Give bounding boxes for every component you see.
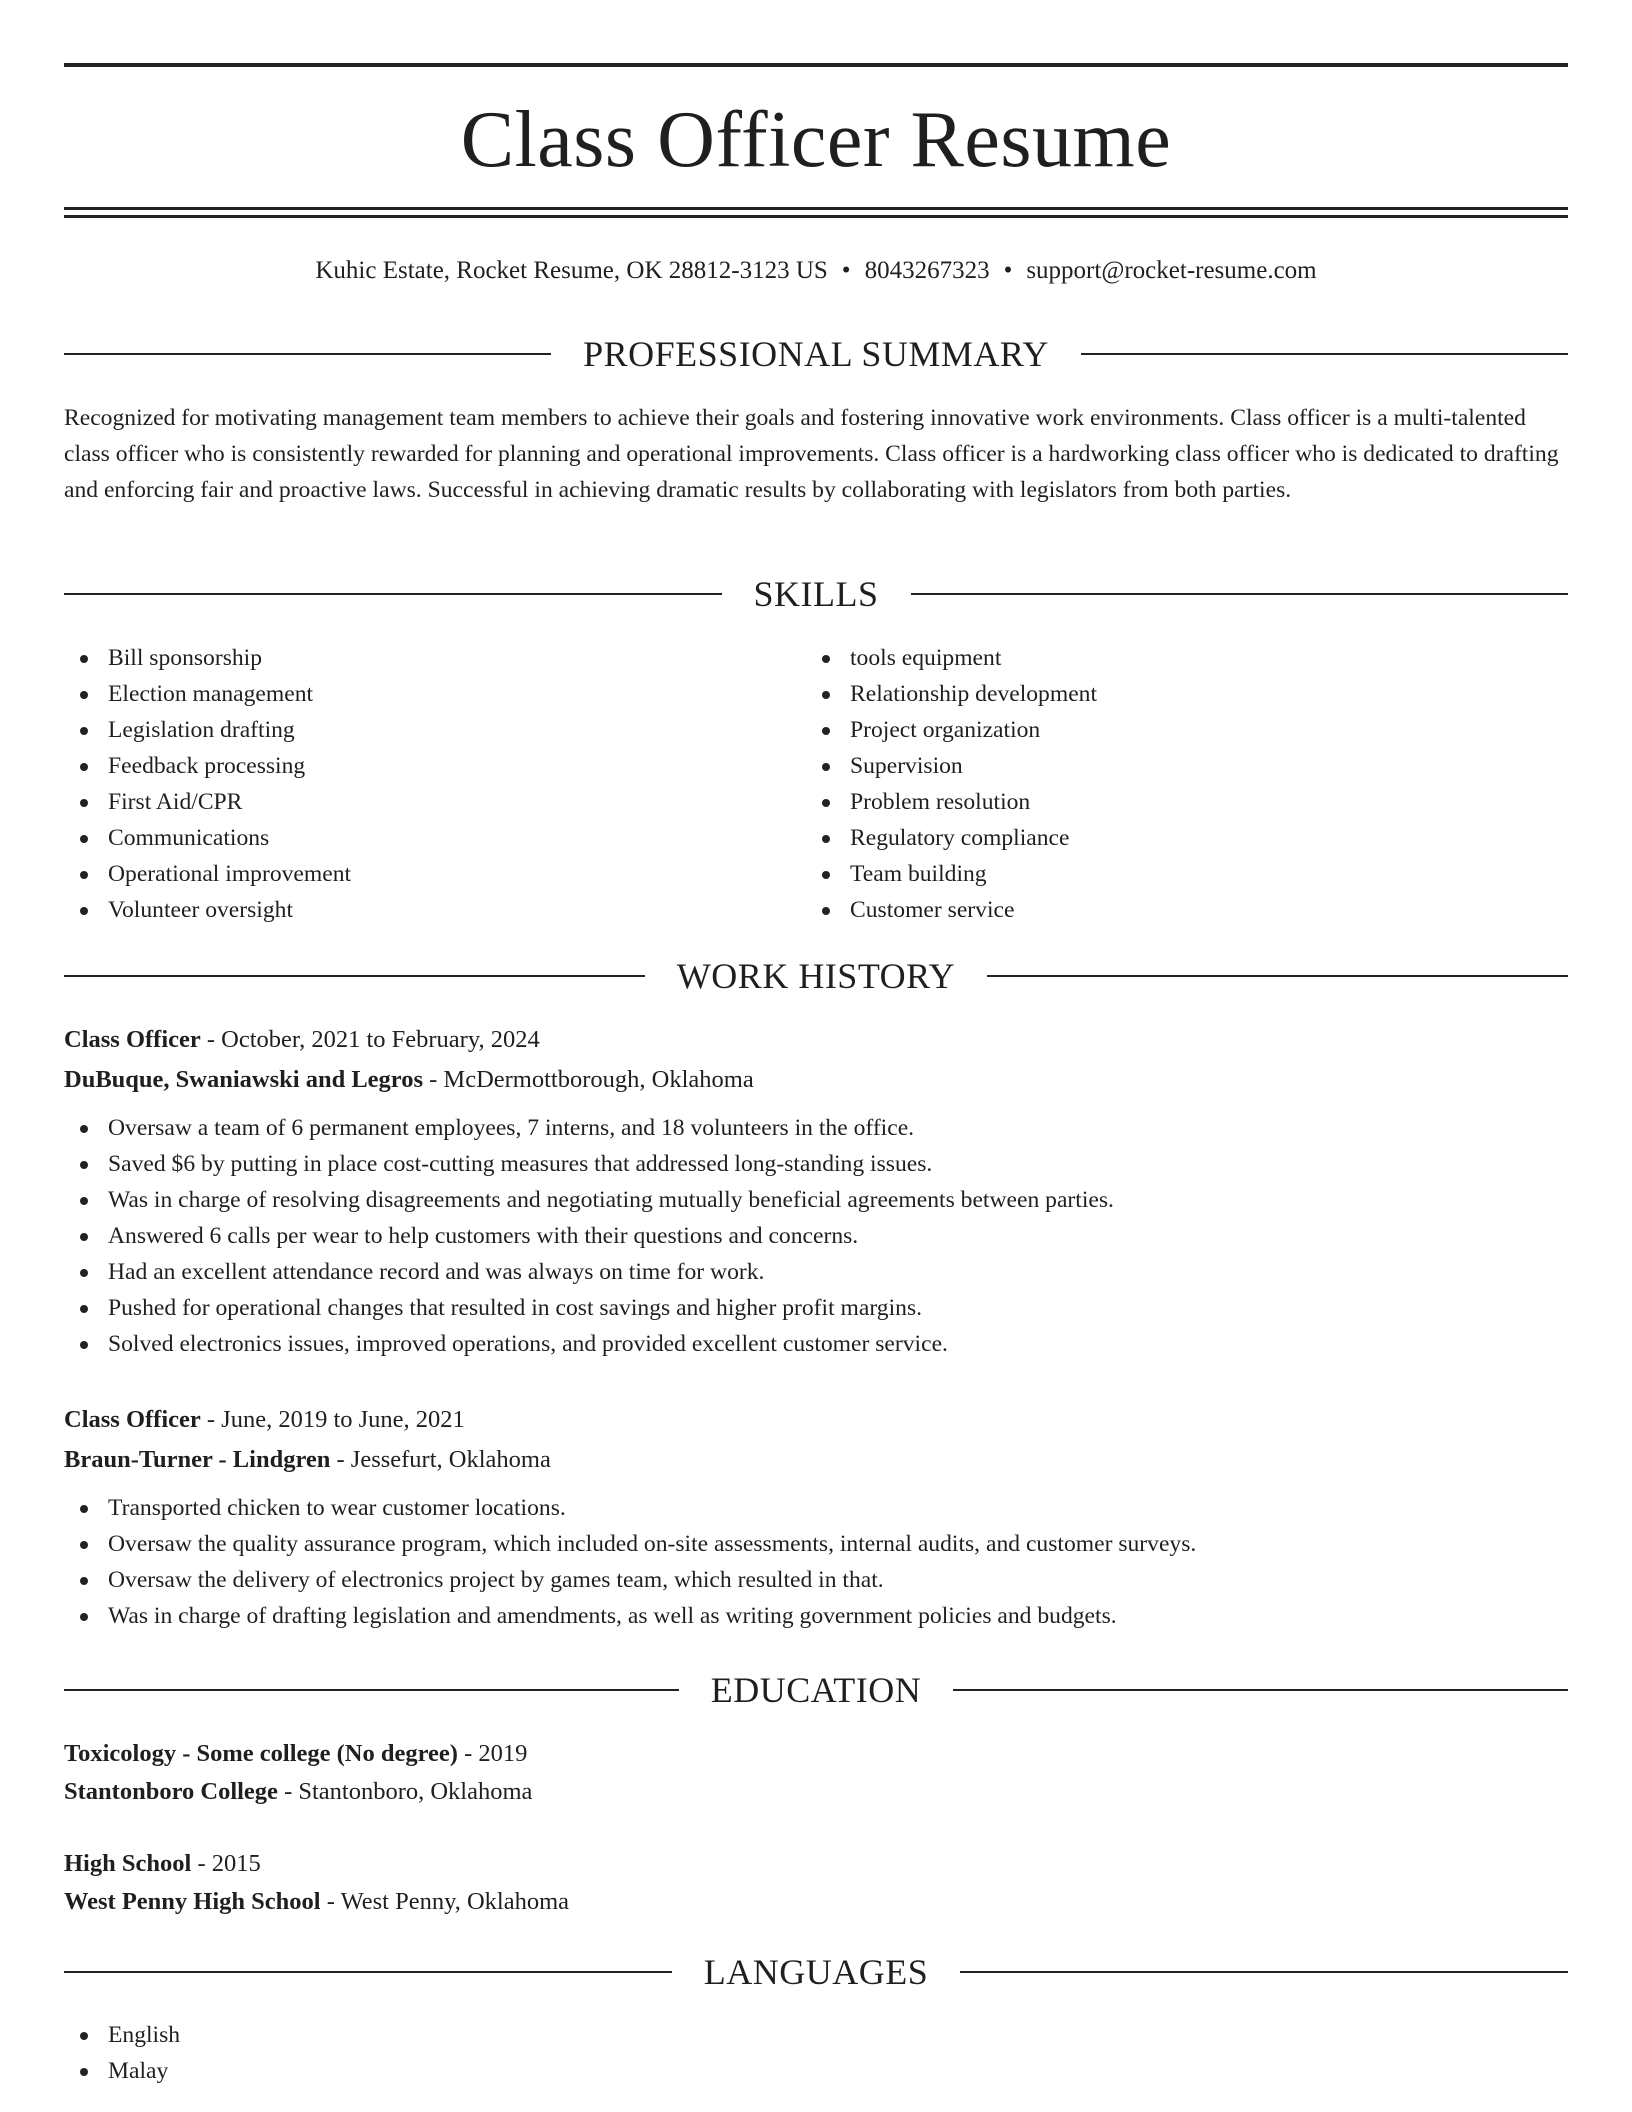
skill-item: Legislation drafting [64,712,764,748]
education-year: - 2015 [191,1850,261,1877]
section-title: SKILLS [753,574,879,614]
section-header-summary [64,332,1568,376]
contact-separator: • [1003,257,1013,284]
job-bullet: Transported chicken to wear customer locations. [64,1490,1568,1526]
divider-line [64,1971,672,1973]
section-header-skills [64,572,1568,616]
title-rule-upper [64,207,1568,210]
section-header-work [64,954,1568,998]
section-title: LANGUAGES [703,1952,929,1992]
job-title-line [64,1400,1568,1440]
skill-item: Relationship development [806,676,1506,712]
divider-line [64,353,551,355]
job-bullet: Oversaw a team of 6 permanent employees, 7 interns, and 18 volunteers in the office. [64,1110,1568,1146]
skill-item: Election management [64,676,764,712]
divider-line [64,975,645,977]
skill-item: Team building [806,856,1506,892]
job-employer-line [64,1440,1568,1480]
skill-item: tools equipment [806,640,1506,676]
skills-list-right [806,640,1506,928]
job-bullet: Oversaw the delivery of electronics project by games team, which resulted in that. [64,1562,1568,1598]
job-bullet: Oversaw the quality assurance program, which included on-site assessments, internal audits, and customer surveys. [64,1526,1568,1562]
contact-phone: 8043267323 [864,257,990,284]
skills-list-left [64,640,764,928]
skill-item: Bill sponsorship [64,640,764,676]
job-bullets [64,1110,1568,1362]
education-entry [64,1735,1568,1811]
education-school-line [64,1773,1568,1811]
education-school: Stantonboro College [64,1778,278,1805]
skill-item: First Aid/CPR [64,784,764,820]
education-degree: Toxicology - Some college (No degree) [64,1740,458,1767]
job-title-line [64,1020,1568,1060]
section-title: WORK HISTORY [676,956,956,996]
job-bullet: Answered 6 calls per wear to help customers with their questions and concerns. [64,1218,1568,1254]
skill-item: Supervision [806,748,1506,784]
job-bullet: Solved electronics issues, improved operations, and provided excellent customer service. [64,1326,1568,1362]
skill-item: Project organization [806,712,1506,748]
job-title: Class Officer [64,1026,201,1053]
job-employer: DuBuque, Swaniawski and Legros [64,1066,424,1093]
job-dates: - June, 2019 to June, 2021 [200,1406,465,1433]
job-bullet: Had an excellent attendance record and was always on time for work. [64,1254,1568,1290]
skill-item: Feedback processing [64,748,764,784]
skill-item: Customer service [806,892,1506,928]
language-item: Malay [64,2053,664,2089]
divider-line [911,593,1569,595]
job-entry [64,1020,1568,1362]
job-dates: - October, 2021 to February, 2024 [200,1026,540,1053]
education-school: West Penny High School [64,1888,321,1915]
job-bullets [64,1490,1568,1634]
job-title: Class Officer [64,1406,201,1433]
job-location: - Jessefurt, Oklahoma [330,1446,551,1473]
language-item: English [64,2017,664,2053]
section-header-education [64,1668,1568,1712]
summary-text: Recognized for motivating management team members to achieve their goals and fostering innovative work environments. Class officer is a multi-talented class officer who is consistently rewarded for planning and operational improvements. Class officer is a hardworking class officer who is dedicated to drafting and enforcing fair and proactive laws. Successful in achieving dramatic results by collaborating with legislators from both parties. [64,405,1559,503]
languages-list [64,2017,664,2089]
skill-item: Operational improvement [64,856,764,892]
contact-email: support@rocket-resume.com [1026,257,1317,284]
education-degree-line [64,1845,1568,1883]
job-bullet: Was in charge of resolving disagreements and negotiating mutually beneficial agreements between parties. [64,1182,1568,1218]
education-degree: High School [64,1850,192,1877]
education-location: - Stantonboro, Oklahoma [277,1778,533,1805]
job-bullet: Pushed for operational changes that resulted in cost savings and higher profit margins. [64,1290,1568,1326]
top-rule [64,63,1568,67]
skill-item: Volunteer oversight [64,892,764,928]
contact-address: Kuhic Estate, Rocket Resume, OK 28812-3123 US [315,257,828,284]
divider-line [953,1689,1568,1691]
contact-separator: • [841,257,851,284]
divider-line [960,1971,1568,1973]
education-school-line [64,1883,1568,1921]
divider-line [64,593,722,595]
section-header-languages [64,1950,1568,1994]
job-employer: Braun-Turner - Lindgren [64,1446,331,1473]
skill-item: Communications [64,820,764,856]
section-title: EDUCATION [710,1670,922,1710]
education-location: - West Penny, Oklahoma [320,1888,570,1915]
job-bullet: Was in charge of drafting legislation and amendments, as well as writing government policies and budgets. [64,1598,1568,1634]
section-title: PROFESSIONAL SUMMARY [583,334,1049,374]
skill-item: Problem resolution [806,784,1506,820]
divider-line [64,1689,679,1691]
job-location: - McDermottborough, Oklahoma [423,1066,754,1093]
education-year: - 2019 [457,1740,528,1767]
job-employer-line [64,1060,1568,1100]
page-title: Class Officer Resume [460,96,1172,184]
divider-line [1081,353,1568,355]
education-degree-line [64,1735,1568,1773]
skill-item: Regulatory compliance [806,820,1506,856]
title-rule-lower [64,215,1568,218]
contact-line [64,254,1568,288]
education-entry [64,1845,1568,1921]
job-entry [64,1400,1568,1634]
divider-line [987,975,1568,977]
job-bullet: Saved $6 by putting in place cost-cutting measures that addressed long-standing issues. [64,1146,1568,1182]
